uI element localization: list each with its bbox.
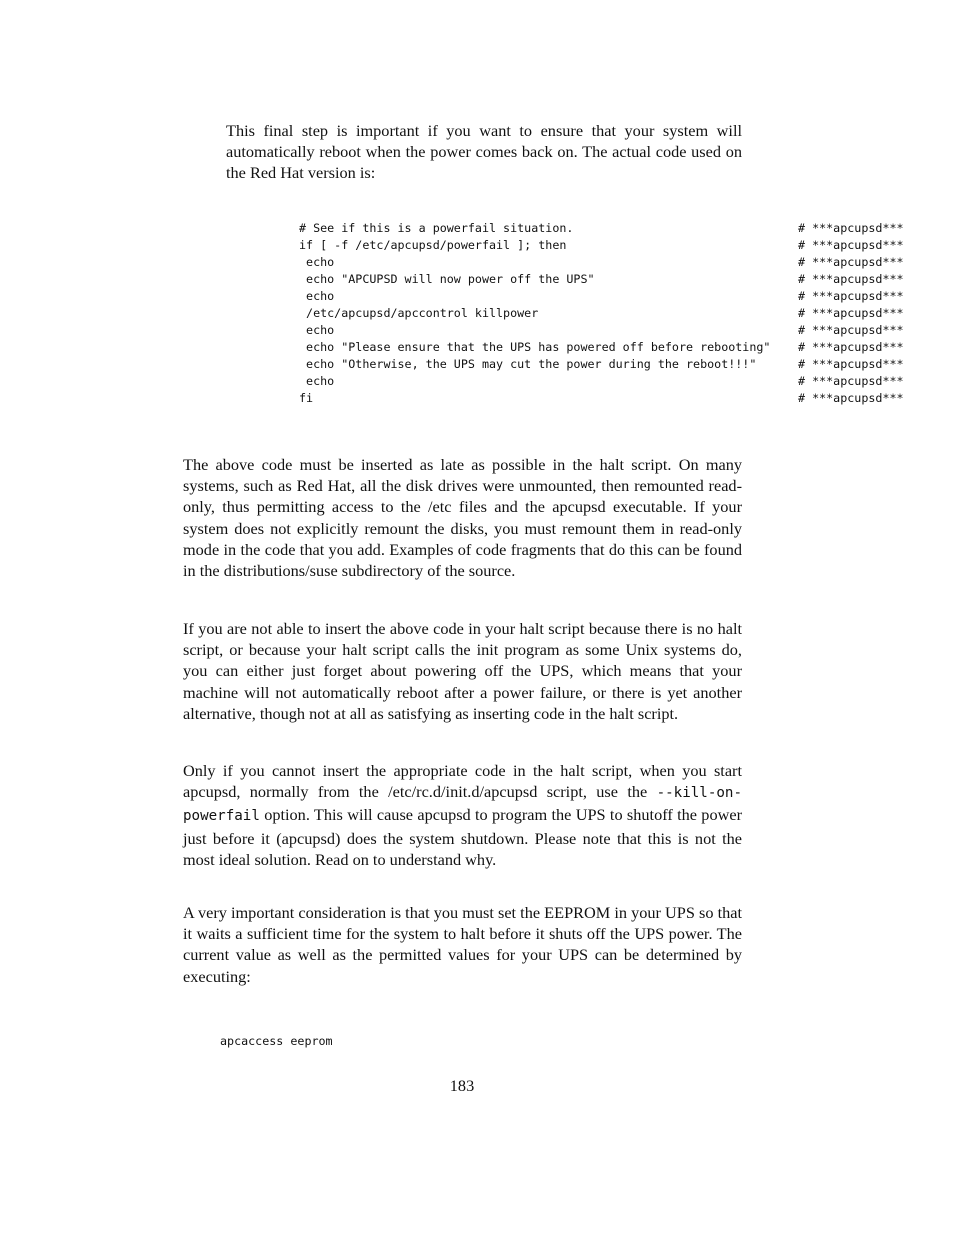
code-comment: # ***apcupsd*** xyxy=(798,374,904,388)
code-comment: # ***apcupsd*** xyxy=(798,272,904,286)
code-comment: # ***apcupsd*** xyxy=(798,391,904,405)
code-text: /etc/apcupsd/apccontrol killpower xyxy=(299,306,539,320)
code-comment: # ***apcupsd*** xyxy=(798,255,904,269)
code-text: echo xyxy=(299,255,335,269)
paragraph-halt-script: The above code must be inserted as late as possible in the halt script. On many systems, such as Red Hat, all the disk drives were unmounted, then remounted read-only, thus permitting access to the /etc files and the apcupsd executable. If your system does not explicitly remount the disks, you must remount them in read-only mode in the code that you add. Examples of code fragments that do this can be found in the distributions/suse subdirectory of the source. xyxy=(183,455,742,581)
code-comment: # ***apcupsd*** xyxy=(798,221,904,235)
paragraph-eeprom: A very important consideration is that you must set the EEPROM in your UPS so that it waits a sufficient time for the system to halt before it shuts off the UPS power. The current value as well as the permitted values for your UPS can be determined by executing: xyxy=(183,903,742,986)
command-line: apcaccess eeprom xyxy=(220,1034,333,1048)
code-comment: # ***apcupsd*** xyxy=(798,238,904,252)
code-line xyxy=(299,356,919,373)
code-line xyxy=(299,390,919,407)
code-line xyxy=(299,373,919,390)
code-block xyxy=(299,220,919,407)
code-text: if [ -f /etc/apcupsd/powerfail ]; then xyxy=(299,238,567,252)
option-flag: --kill-on-powerfail xyxy=(183,785,742,825)
paragraph-no-halt-script: If you are not able to insert the above code in your halt script because there is no halt script, or because your halt script calls the init program as some Unix systems do, you can either just forget about powering off the UPS, which means that your machine will not automatically reboot after a power failure, or there is yet another alternative, though not at all as satisfying as inserting code in the halt script. xyxy=(183,619,742,723)
code-comment: # ***apcupsd*** xyxy=(798,340,904,354)
code-comment: # ***apcupsd*** xyxy=(798,306,904,320)
code-line xyxy=(299,271,919,288)
intro-paragraph: This final step is important if you want to ensure that your system will automatically reboot when the power comes back on. The actual code used on the Red Hat version is: xyxy=(226,121,742,183)
code-text: # See if this is a powerfail situation. xyxy=(299,221,574,235)
code-comment: # ***apcupsd*** xyxy=(798,323,904,337)
code-line xyxy=(299,288,919,305)
paragraph-text: Only if you cannot insert the appropriate code in the halt script, when you start apcupsd, normally from the /etc/rc.d/init.d/apcupsd script, use the xyxy=(183,761,742,802)
code-text: echo xyxy=(299,323,335,337)
code-comment: # ***apcupsd*** xyxy=(798,357,904,371)
code-comment: # ***apcupsd*** xyxy=(798,289,904,303)
code-line xyxy=(299,220,919,237)
code-line xyxy=(299,322,919,339)
page-number: 183 xyxy=(449,1076,475,1095)
code-text: fi xyxy=(299,391,314,405)
code-line xyxy=(299,254,919,271)
code-line xyxy=(299,237,919,254)
paragraph-text: option. This will cause apcupsd to program the UPS to shutoff the power just before it (apcupsd) does the system shutdown. Please note that this is not the most ideal solution. Read on to understand why. xyxy=(183,805,742,869)
paragraph-kill-on-powerfail xyxy=(183,760,742,870)
code-text: echo "Otherwise, the UPS may cut the power during the reboot!!!" xyxy=(299,357,757,371)
code-text: echo "Please ensure that the UPS has powered off before rebooting" xyxy=(299,340,771,354)
code-text: echo xyxy=(299,289,335,303)
code-line xyxy=(299,305,919,322)
code-text: echo xyxy=(299,374,335,388)
code-text: echo "APCUPSD will now power off the UPS" xyxy=(299,272,595,286)
code-line xyxy=(299,339,919,356)
